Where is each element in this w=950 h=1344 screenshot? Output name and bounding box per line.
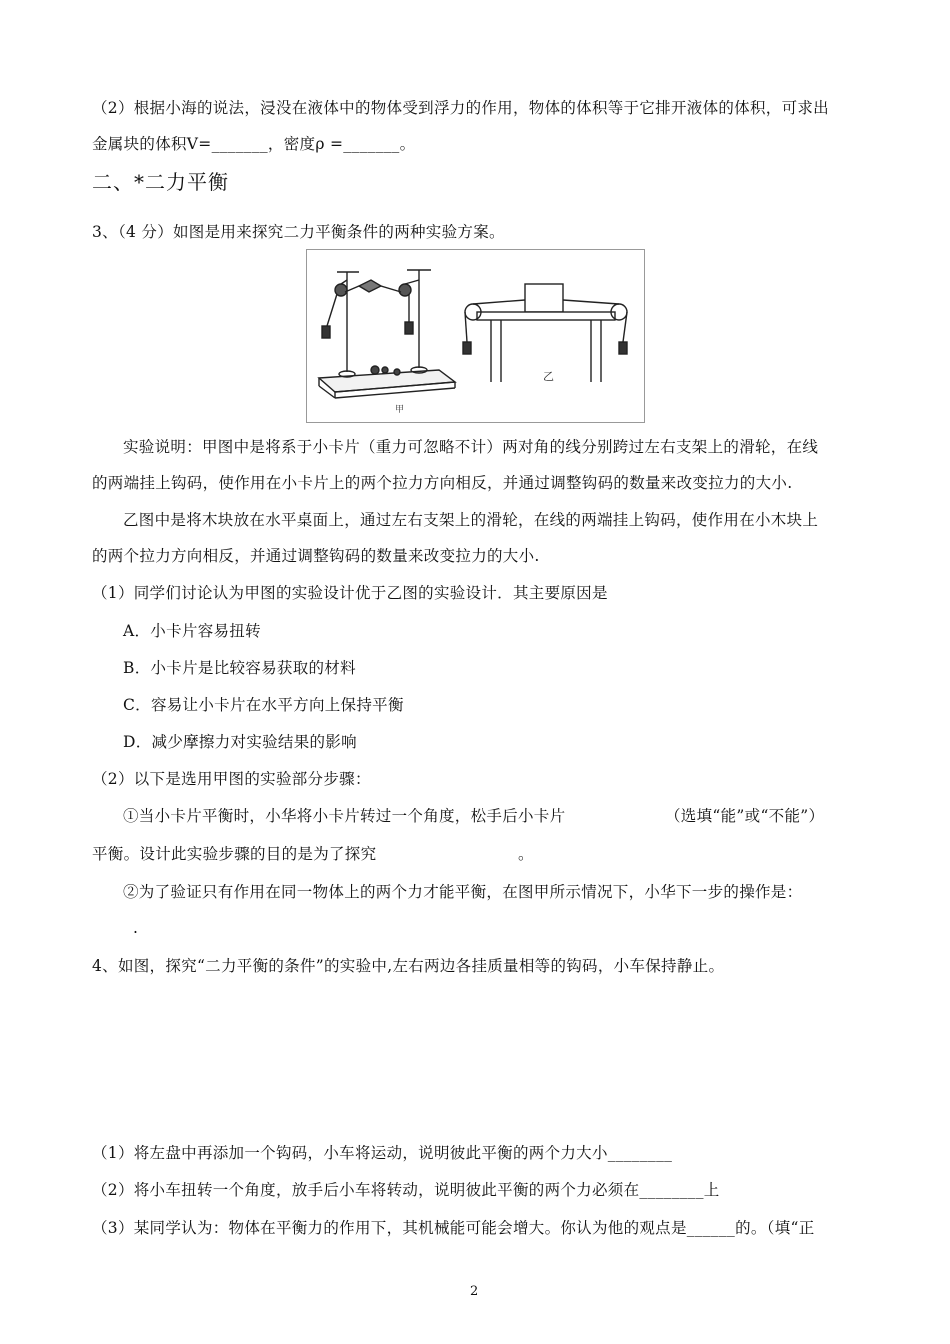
page-number: 2 [470,1284,479,1299]
q4-stem: 4、如图，探究“二力平衡的条件”的实验中,左右两边各挂质量相等的钩码，小车保持静止。 [92,957,725,975]
option-d: D．减少摩擦力对实验结果的影响 [123,733,357,751]
q3-part-2: （2）以下是选用甲图的实验部分步骤： [92,770,371,788]
step-2: ②为了验证只有作用在同一物体上的两个力才能平衡，在图甲所示情况下，小华下一步的操作是： [123,883,803,901]
step-1b-tail: 。 [518,845,534,863]
explain-1b: 的两端挂上钩码，使作用在小卡片上的两个拉力方向相反，并通过调整钩码的数量来改变拉力的大小. [92,474,793,492]
q4-part-3: （3）某同学认为：物体在平衡力的作用下，其机械能可能会增大。你认为他的观点是______的。（填“正 [92,1219,815,1237]
step-2-end: . [133,919,139,937]
q2-line-1: （2）根据小海的说法，浸没在液体中的物体受到浮力的作用，物体的体积等于它排开液体的体积，可求出 [92,99,829,117]
step-1b: 平衡。设计此实验步骤的目的是为了探究 [92,845,377,863]
section-title: 二、*二力平衡 [92,170,229,194]
q3-stem: 3、（4 分）如图是用来探究二力平衡条件的两种实验方案。 [92,223,505,241]
q2-line-2: 金属块的体积V=_______，密度ρ =_______。 [92,135,416,153]
q3-part-1: （1）同学们讨论认为甲图的实验设计优于乙图的实验设计．其主要原因是 [92,584,608,602]
experiment-figure [306,249,645,423]
step-1a-tail: （选填“能”或“不能”） [665,807,825,825]
explain-2b: 的两个拉力方向相反，并通过调整钩码的数量来改变拉力的大小. [92,547,540,565]
explain-2a: 乙图中是将木块放在水平桌面上，通过左右支架上的滑轮，在线的两端挂上钩码，使作用在小木块上 [123,511,819,529]
figure-label-left: 甲 [395,405,405,415]
q4-part-1: （1）将左盘中再添加一个钩码，小车将运动，说明彼此平衡的两个力大小________ [92,1144,673,1162]
option-a: A．小卡片容易扭转 [123,622,261,640]
experiment-diagram [307,250,644,422]
option-b: B．小卡片是比较容易获取的材料 [123,659,356,677]
explain-1a: 实验说明：甲图中是将系于小卡片（重力可忽略不计）两对角的线分别跨过左右支架上的滑轮，在线 [123,438,819,456]
figure-label-right: 乙 [543,370,554,383]
step-1a: ①当小卡片平衡时，小华将小卡片转过一个角度，松手后小卡片 [123,807,566,825]
option-c: C．容易让小卡片在水平方向上保持平衡 [123,696,404,714]
q4-part-2: （2）将小车扭转一个角度，放手后小车将转动，说明彼此平衡的两个力必须在________上 [92,1181,720,1199]
